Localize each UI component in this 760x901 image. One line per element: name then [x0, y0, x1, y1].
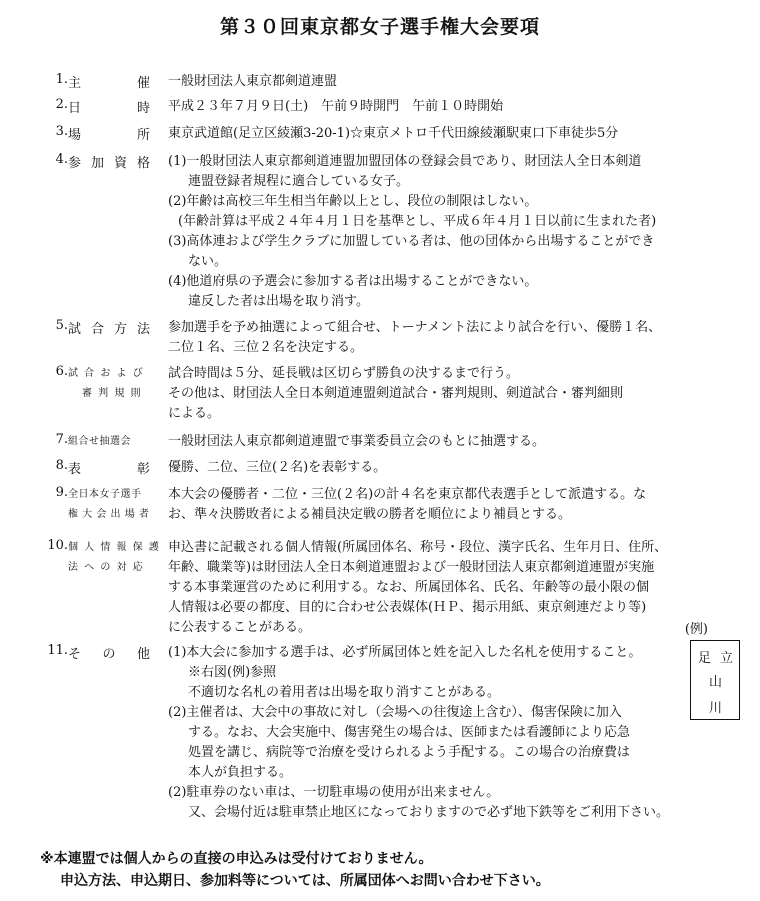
body-line: (4)他道府県の予選会に参加する者は出場することができない。 [168, 274, 538, 289]
body-line: (1)本大会に参加する選手は、必ず所属団体と姓を記入した名札を使用すること。 [168, 645, 642, 660]
label-char: 場 [68, 128, 82, 143]
body-line: 平成２３年７月９日(土) 午前９時開門 午前１０時開始 [168, 99, 504, 114]
section-number: 8. [55, 458, 68, 473]
section-body [168, 364, 728, 424]
body-line: 本大会の優勝者・二位・三位(２名)の計４名を東京都代表選手として派遣する。な [168, 487, 647, 502]
section-number: 7. [55, 432, 68, 447]
label-char: 法 [136, 322, 150, 337]
body-line: 試合時間は５分、延長戦は区切らず勝負の決するまで行う。 [168, 366, 520, 381]
body-line: 優勝、二位、三位(２名)を表彰する。 [168, 460, 387, 475]
section-body [168, 72, 728, 92]
section-body [168, 458, 728, 478]
body-line: (2)年齢は高校三年生相当年齢以上とし、段位の制限はしない。 [168, 194, 538, 209]
section-label [68, 318, 152, 337]
label-char: 催 [136, 76, 150, 91]
body-line: 一般財団法人東京都剣道連盟 [168, 74, 338, 89]
body-line: する。なお、大会実施中、傷害発生の場合は、医師または看護師により応急 [188, 725, 631, 740]
section-number: 10. [47, 538, 68, 553]
section-body [168, 318, 728, 358]
nameplate-char: 立 [720, 651, 734, 666]
footer-note: 申込方法、申込期日、参加料等については、所属団体へお問い合わせ下さい。 [60, 873, 550, 889]
section-label [68, 485, 152, 525]
section-body [168, 485, 728, 525]
body-line: (年齢計算は平成２４年４月１日を基準とし、平成６年４月１日以前に生まれた者) [178, 214, 657, 229]
body-line: お、準々決勝敗者による補員決定戦の勝者を順位により補員とする。 [168, 507, 572, 522]
section-number: 6. [55, 364, 68, 379]
body-line: (1)一般財団法人東京都剣道連盟加盟団体の登録会員であり、財団法人全日本剣道 [168, 154, 642, 169]
section-label [68, 458, 152, 477]
body-line: する本事業運営のために利用する。なお、所属団体名、氏名、年齢等の最小限の個 [168, 580, 650, 595]
label-line: 試 合 お よ び [68, 368, 145, 379]
section-body [168, 643, 728, 823]
footer-note: ※本連盟では個人からの直接の申込みは受付けておりません。 [40, 851, 433, 867]
section-number: 1. [55, 72, 68, 87]
body-line: 年齢、職業等)は財団法人全日本剣道連盟および一般財団法人東京都剣道連盟が実施 [168, 560, 655, 575]
body-line: 不適切な名札の着用者は出場を取り消すことがある。 [188, 685, 501, 700]
section-body [168, 152, 728, 312]
body-line: 又、会場付近は駐車禁止地区になっておりますので必ず地下鉄等をご利用下さい。 [188, 805, 670, 820]
section-label [68, 97, 152, 116]
body-line: 申込書に記載される個人情報(所属団体名、称号・段位、漢字氏名、生年月日、住所、 [168, 540, 668, 555]
label-char: 合 [90, 322, 104, 337]
example-label: (例) [684, 622, 708, 637]
body-line: その他は、財団法人全日本剣道連盟剣道試合・審判規則、剣道試合・審判細則 [168, 386, 624, 401]
body-line: 人情報は必要の都度、目的に合わせ公表媒体(ＨＰ、掲示用紙、東京剣連だより等) [168, 600, 647, 615]
nameplate-char: 山 [709, 675, 723, 690]
body-line: (2)駐車券のない車は、一切駐車場の使用が出来ません。 [168, 785, 500, 800]
section-label [68, 364, 152, 404]
label-line: 組合せ抽選会 [68, 436, 131, 447]
section-body [168, 124, 728, 144]
section-number: 9. [55, 485, 68, 500]
label-char: 加 [90, 156, 104, 171]
section-number: 11. [47, 643, 68, 658]
body-line: 処置を講じ、病院等で治療を受けられるよう手配する。この場合の治療費は [188, 745, 631, 760]
body-line: (2)主催者は、大会中の事故に対し（会場への往復途上含む）、傷害保険に加入 [168, 705, 622, 720]
label-char: 表 [68, 462, 82, 477]
page-title: 第３０回東京都女子選手権大会要項 [219, 16, 540, 38]
nameplate-char: 足 [698, 651, 712, 666]
label-char: 主 [68, 76, 82, 91]
label-char: 彰 [136, 462, 150, 477]
body-line: (3)高体連および学生クラブに加盟している者は、他の団体から出場することができ [168, 234, 655, 249]
section-body [168, 538, 728, 638]
section-label [68, 432, 152, 452]
label-char: 資 [113, 156, 127, 171]
body-line: 参加選手を予め抽選によって組合せ、トーナメント法により試合を行い、優勝１名、 [168, 320, 662, 335]
body-line: 一般財団法人東京都剣道連盟で事業委員立会のもとに抽選する。 [168, 434, 546, 449]
label-char: 格 [136, 156, 150, 171]
section-number: 3. [55, 124, 68, 139]
nameplate-example [690, 640, 740, 720]
label-char: 参 [68, 156, 82, 171]
section-number: 2. [55, 97, 68, 112]
body-line: ※右図(例)参照 [188, 665, 277, 680]
section-body [168, 432, 728, 452]
body-line: による。 [168, 406, 221, 421]
body-line: 東京武道館(足立区綾瀬3-20-1)☆東京メトロ千代田線綾瀬駅東口下車徒歩5分 [168, 126, 619, 141]
label-char: 日 [68, 101, 82, 116]
section-body [168, 97, 728, 117]
body-line: 違反した者は出場を取り消す。 [188, 294, 369, 309]
label-char: 時 [136, 101, 150, 116]
section-label [68, 124, 152, 143]
section-number: 5. [55, 318, 68, 333]
section-number: 4. [55, 152, 68, 167]
label-line: 全日本女子選手 [68, 489, 142, 500]
body-line: 連盟登録者規程に適合している女子。 [188, 174, 410, 189]
section-label [68, 72, 152, 91]
body-line: に公表することがある。 [168, 620, 312, 635]
body-line: 本人が負担する。 [188, 765, 293, 780]
label-line: 個 人 情 報 保 護 [68, 542, 161, 553]
label-char: そ [68, 647, 82, 662]
label-line: 権 大 会 出 場 者 [68, 509, 150, 520]
section-label [68, 643, 152, 662]
label-line: 審 判 規 則 [82, 388, 143, 399]
label-char: 所 [136, 128, 150, 143]
section-label [68, 538, 161, 578]
label-char: の [102, 647, 116, 662]
nameplate-char: 川 [709, 701, 723, 716]
body-line: 二位１名、三位２名を決定する。 [168, 340, 364, 355]
label-char: 他 [136, 647, 150, 662]
section-label [68, 152, 152, 171]
label-char: 方 [113, 322, 127, 337]
label-char: 試 [68, 322, 82, 337]
label-line: 法 へ の 対 応 [68, 562, 145, 573]
body-line: ない。 [188, 254, 228, 269]
